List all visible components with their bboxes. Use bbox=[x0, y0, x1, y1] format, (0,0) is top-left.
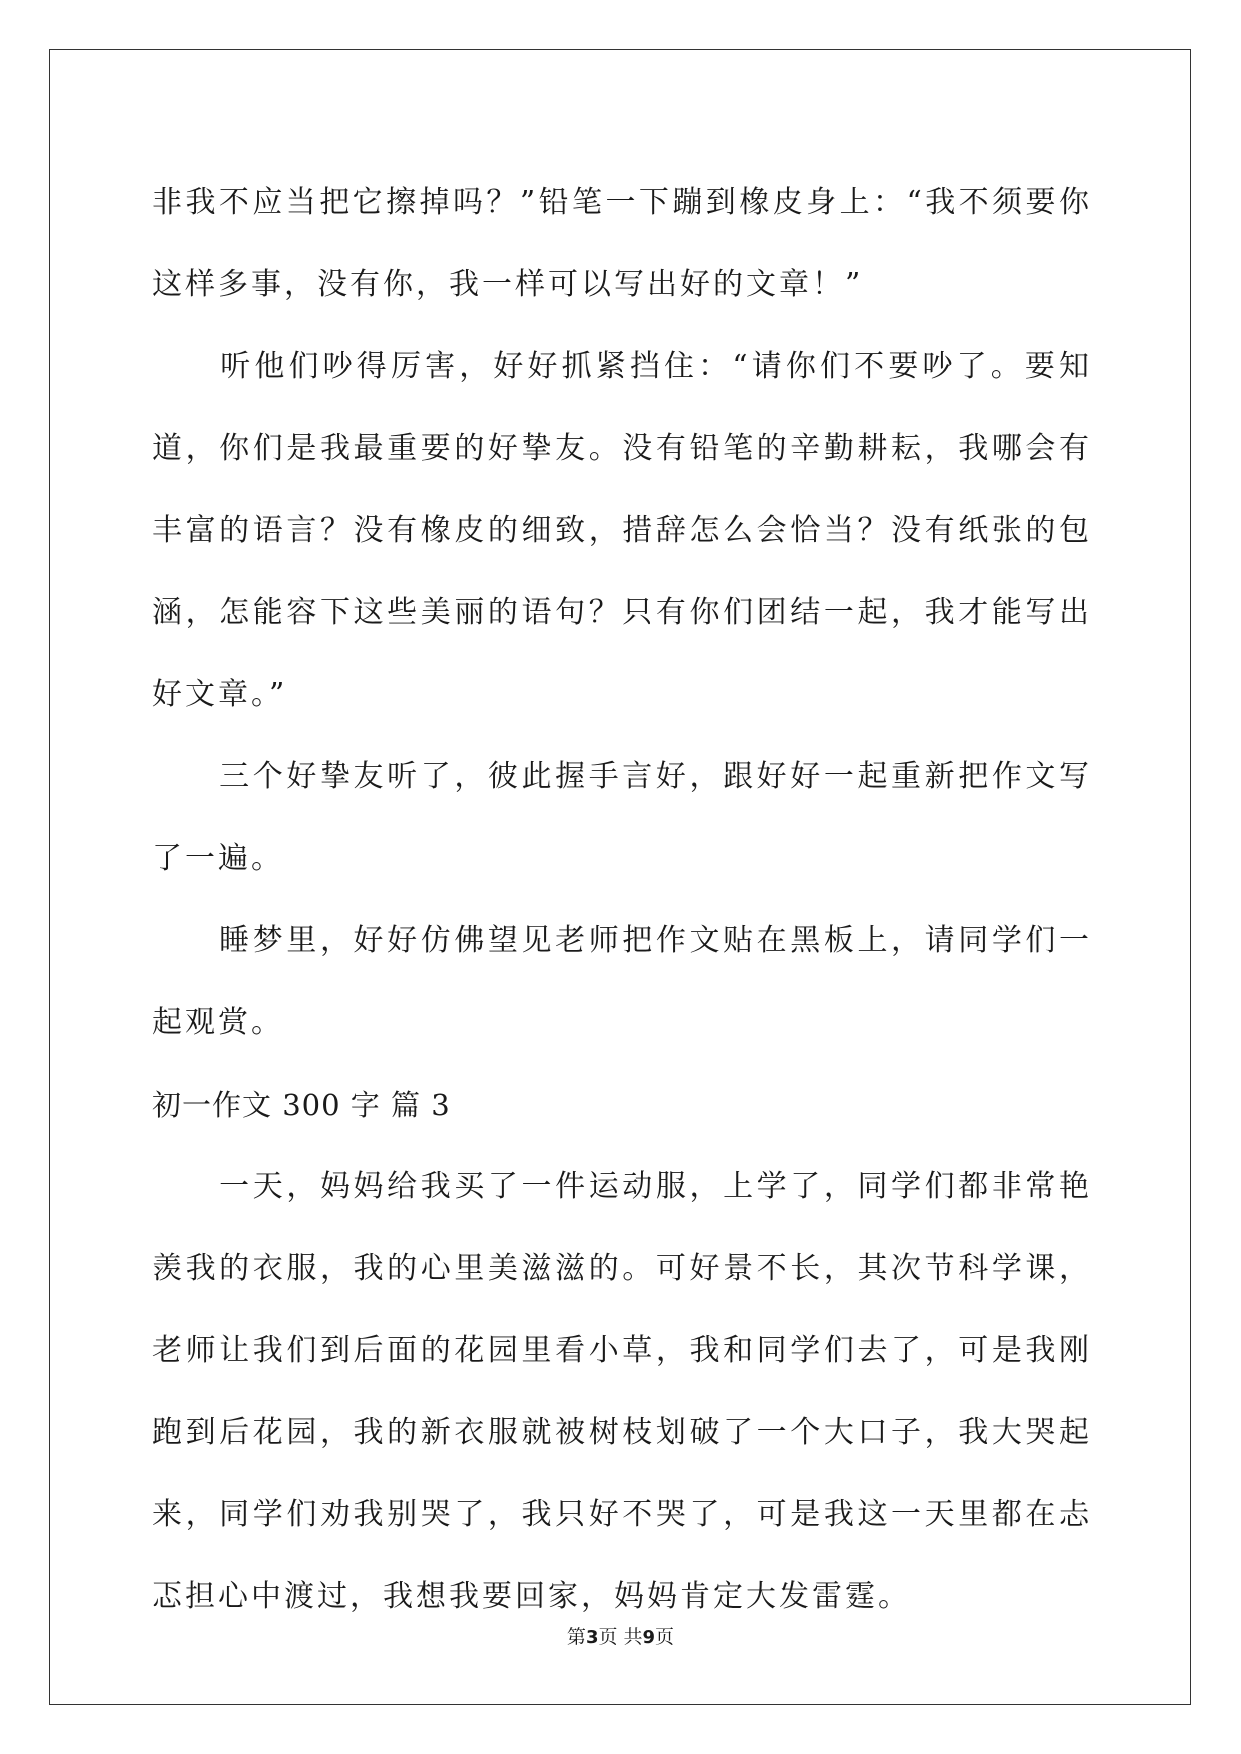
page-footer bbox=[0, 1622, 1241, 1649]
paragraph-1: 非我不应当把它擦掉吗？”铅笔一下蹦到橡皮身上：“我不须要你这样多事，没有你，我一样可以写出好的文章！” bbox=[152, 185, 1092, 302]
document-body bbox=[152, 162, 1092, 1638]
total-pages-number: 9 bbox=[642, 1627, 656, 1648]
paragraph-3: 三个好挚友听了，彼此握手言好，跟好好一起重新把作文写了一遍。 bbox=[152, 759, 1092, 876]
footer-suffix: 页 bbox=[655, 1626, 675, 1648]
paragraph-4: 睡梦里，好好仿佛望见老师把作文贴在黑板上，请同学们一起观赏。 bbox=[152, 923, 1092, 1040]
section-heading: 初一作文 300 字 篇 3 bbox=[152, 1088, 451, 1122]
footer-middle: 页 共 bbox=[598, 1626, 643, 1648]
current-page-number: 3 bbox=[585, 1627, 599, 1648]
paragraph-2: 听他们吵得厉害，好好抓紧挡住：“请你们不要吵了。要知道，你们是我最重要的好挚友。没有铅笔的辛勤耕耘，我哪会有丰富的语言？没有橡皮的细致，措辞怎么会恰当？没有纸张的包涵，怎能容下这些美丽的语句？只有你们团结一起，我才能写出好文章。” bbox=[152, 349, 1092, 712]
paragraph-5: 一天，妈妈给我买了一件运动服，上学了，同学们都非常艳羡我的衣服，我的心里美滋滋的。可好景不长，其次节科学课，老师让我们到后面的花园里看小草，我和同学们去了，可是我刚跑到后花园，我的新衣服就被树枝划破了一个大口子，我大哭起来，同学们劝我别哭了，我只好不哭了，可是我这一天里都在忐忑担心中渡过，我想我要回家，妈妈肯定大发雷霆。 bbox=[152, 1169, 1092, 1614]
footer-prefix: 第 bbox=[566, 1626, 586, 1648]
